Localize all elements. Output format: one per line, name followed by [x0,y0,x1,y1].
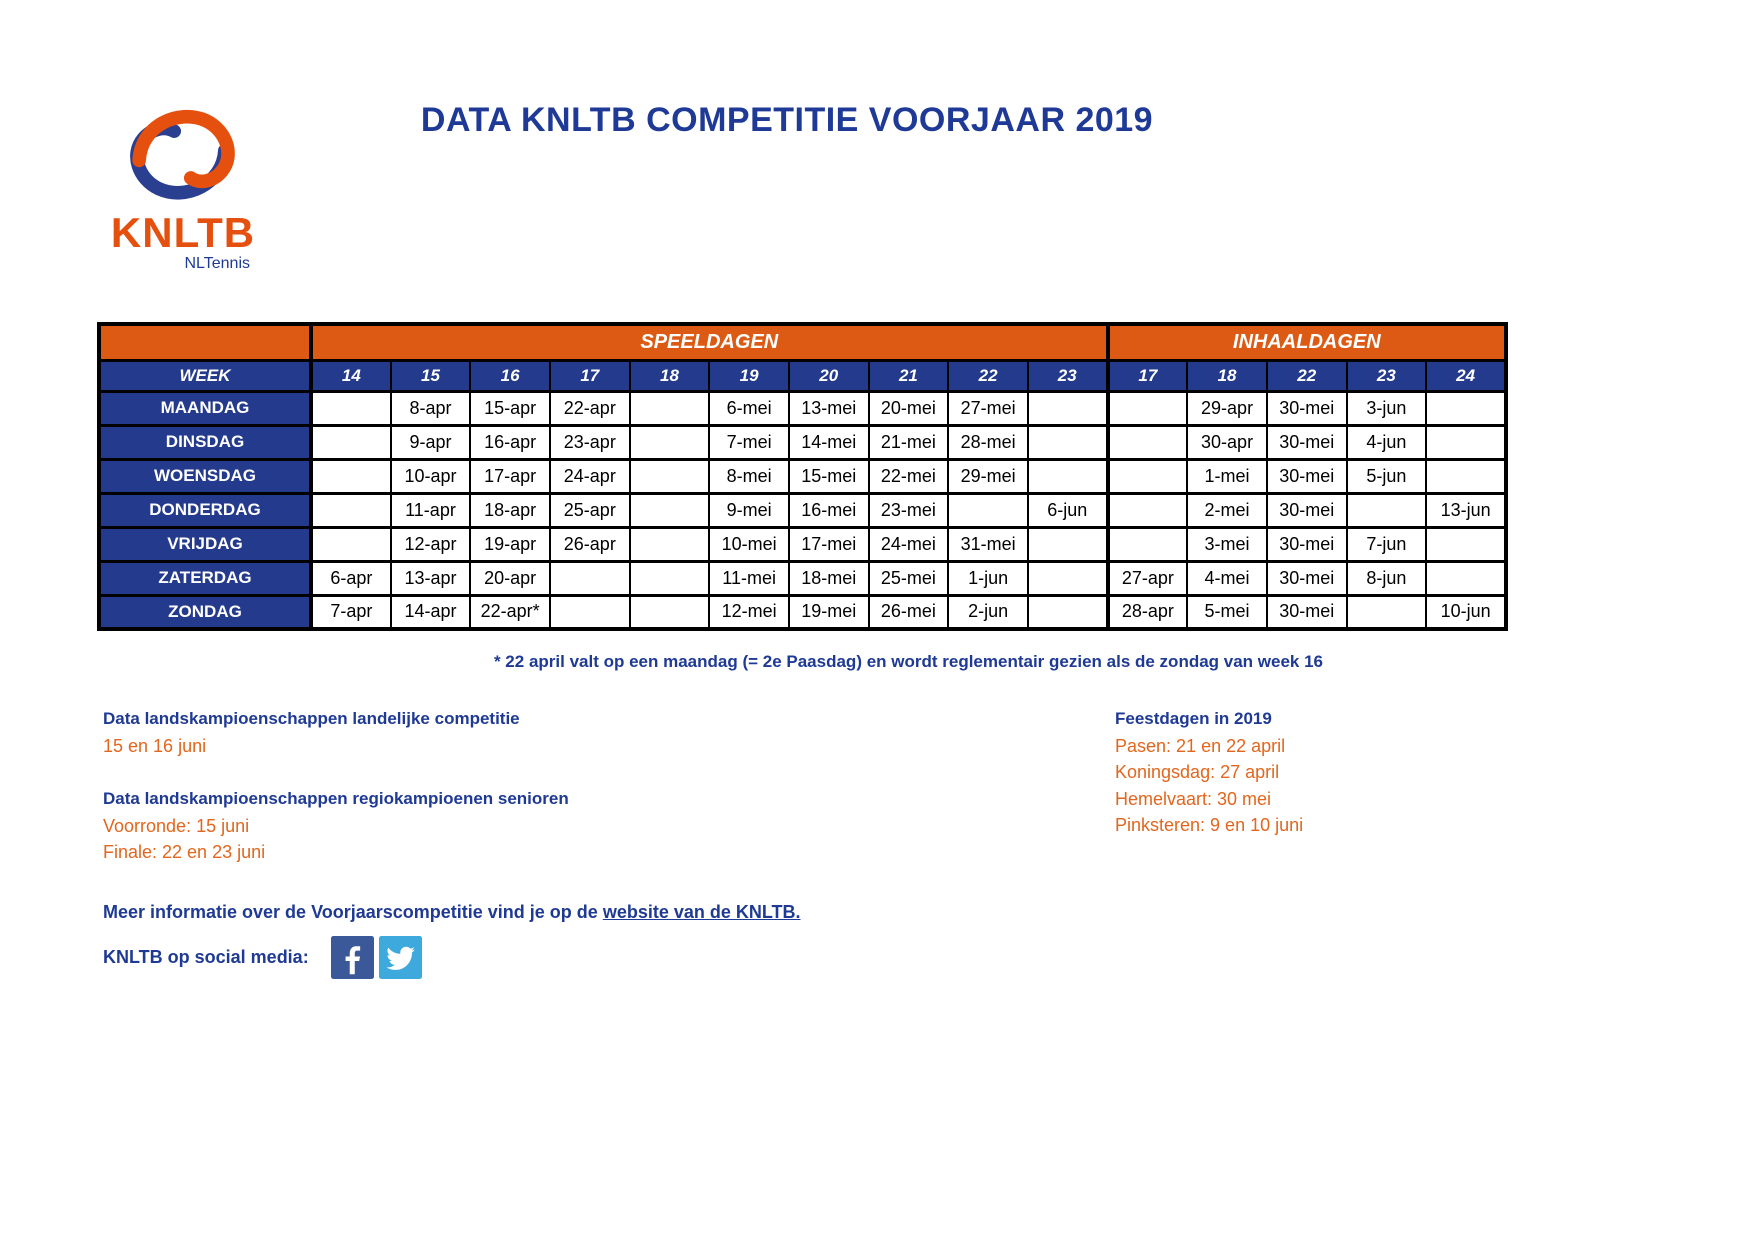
knltb-website-link[interactable]: website van de KNLTB. [602,902,801,922]
more-info-prefix: Meer informatie over de Voorjaarscompetitie vind je op de [103,902,603,922]
date-cell [1108,493,1188,527]
date-cell: 26-mei [869,595,949,629]
date-cell [1108,391,1188,425]
date-cell: 18-apr [470,493,550,527]
week-number: 21 [869,360,949,391]
date-cell: 14-apr [391,595,471,629]
page-title: DATA KNLTB COMPETITIE VOORJAAR 2019 [420,101,1154,139]
date-cell: 22-apr* [470,595,550,629]
date-cell: 13-apr [391,561,471,595]
date-cell [1426,527,1506,561]
week-number: 18 [1187,360,1267,391]
date-cell: 9-mei [709,493,789,527]
schedule-row [99,493,1506,527]
speeldagen-header: SPEELDAGEN [311,324,1108,360]
date-cell [1028,459,1108,493]
date-cell: 15-mei [789,459,869,493]
day-label: DINSDAG [99,425,311,459]
day-label: ZONDAG [99,595,311,629]
info-line: Koningsdag: 27 april [1115,762,1280,782]
championships-info [103,706,569,866]
info-heading: Data landskampioenschappen regiokampioenen senioren [103,789,569,808]
week-number: 23 [1347,360,1427,391]
date-cell: 30-mei [1267,391,1347,425]
week-number: 15 [391,360,471,391]
schedule-table [97,322,1508,631]
date-cell [630,459,710,493]
group-header-row [99,324,1506,360]
schedule-row [99,425,1506,459]
date-cell: 7-apr [311,595,391,629]
date-cell: 2-jun [948,595,1028,629]
day-label: DONDERDAG [99,493,311,527]
date-cell: 30-apr [1187,425,1267,459]
week-number: 23 [1028,360,1108,391]
info-line: Finale: 22 en 23 juni [103,842,266,862]
info-line: Voorronde: 15 juni [103,815,250,836]
schedule-row [99,527,1506,561]
date-cell: 19-apr [470,527,550,561]
date-cell [1108,459,1188,493]
week-number: 16 [470,360,550,391]
week-number: 17 [1108,360,1188,391]
date-cell: 3-jun [1347,391,1427,425]
date-cell: 22-apr [550,391,630,425]
week-header-row [99,360,1506,391]
date-cell: 4-jun [1347,425,1427,459]
week-number: 22 [948,360,1028,391]
date-cell [630,561,710,595]
date-cell: 30-mei [1267,425,1347,459]
date-cell [630,391,710,425]
date-cell: 27-apr [1108,561,1188,595]
date-cell: 5-mei [1187,595,1267,629]
date-cell: 23-mei [869,493,949,527]
date-cell [311,493,391,527]
schedule-row [99,595,1506,629]
date-cell [550,561,630,595]
week-number: 17 [550,360,630,391]
date-cell: 2-mei [1187,493,1267,527]
day-label: VRIJDAG [99,527,311,561]
date-cell [311,391,391,425]
date-cell: 25-mei [869,561,949,595]
date-cell: 12-mei [709,595,789,629]
date-cell: 7-jun [1347,527,1427,561]
week-number: 18 [630,360,710,391]
date-cell: 7-mei [709,425,789,459]
date-cell: 4-mei [1187,561,1267,595]
date-cell: 12-apr [391,527,471,561]
info-heading: Data landskampioenschappen landelijke competitie [103,709,520,728]
date-cell [1028,595,1108,629]
week-number: 22 [1267,360,1347,391]
date-cell: 30-mei [1267,493,1347,527]
date-cell: 16-apr [470,425,550,459]
date-cell [1108,425,1188,459]
week-number: 20 [789,360,869,391]
date-cell: 8-jun [1347,561,1427,595]
info-line: Pinksteren: 9 en 10 juni [1115,815,1304,835]
date-cell [630,493,710,527]
date-cell [630,595,710,629]
inhaaldagen-header: INHAALDAGEN [1108,324,1506,360]
date-cell: 30-mei [1267,527,1347,561]
date-cell: 3-mei [1187,527,1267,561]
date-cell: 19-mei [789,595,869,629]
date-cell: 27-mei [948,391,1028,425]
more-info-text [103,902,801,923]
date-cell [1426,391,1506,425]
date-cell: 10-jun [1426,595,1506,629]
date-cell [948,493,1028,527]
date-cell: 16-mei [789,493,869,527]
date-cell: 21-mei [869,425,949,459]
date-cell: 25-apr [550,493,630,527]
date-cell: 30-mei [1267,561,1347,595]
date-cell [1347,493,1427,527]
date-cell [1028,425,1108,459]
date-cell: 9-apr [391,425,471,459]
date-cell: 1-jun [948,561,1028,595]
date-cell: 28-mei [948,425,1028,459]
corner-cell [99,324,311,360]
social-media-row [103,936,422,979]
date-cell [311,527,391,561]
date-cell: 6-mei [709,391,789,425]
date-cell: 31-mei [948,527,1028,561]
info-line: 15 en 16 juni [103,735,207,756]
date-cell [1028,391,1108,425]
info-line: Pasen: 21 en 22 april [1115,735,1286,756]
date-cell: 10-mei [709,527,789,561]
info-heading: Feestdagen in 2019 [1115,709,1272,728]
date-cell: 13-mei [789,391,869,425]
date-cell: 13-jun [1426,493,1506,527]
date-cell [630,527,710,561]
date-cell [311,425,391,459]
day-label: MAANDAG [99,391,311,425]
date-cell: 30-mei [1267,459,1347,493]
date-cell [1108,527,1188,561]
date-cell: 29-apr [1187,391,1267,425]
date-cell: 30-mei [1267,595,1347,629]
date-cell [1028,561,1108,595]
date-cell: 24-apr [550,459,630,493]
facebook-icon[interactable] [331,936,374,979]
date-cell: 17-apr [470,459,550,493]
date-cell: 6-apr [311,561,391,595]
date-cell [1028,527,1108,561]
logo-sub-text: NLTennis [184,255,250,272]
week-number: 14 [311,360,391,391]
date-cell: 28-apr [1108,595,1188,629]
date-cell: 5-jun [1347,459,1427,493]
date-cell [1347,595,1427,629]
date-cell: 6-jun [1028,493,1108,527]
day-label: ZATERDAG [99,561,311,595]
date-cell: 20-apr [470,561,550,595]
table-footnote: * 22 april valt op een maandag (= 2e Paasdag) en wordt reglementair gezien als de zondag van week 16 [493,652,1324,671]
date-cell: 8-mei [709,459,789,493]
holidays-info [1115,706,1303,839]
date-cell: 11-mei [709,561,789,595]
date-cell [630,425,710,459]
date-cell: 14-mei [789,425,869,459]
date-cell: 23-apr [550,425,630,459]
date-cell: 22-mei [869,459,949,493]
date-cell: 18-mei [789,561,869,595]
schedule-row [99,561,1506,595]
date-cell: 24-mei [869,527,949,561]
date-cell: 11-apr [391,493,471,527]
date-cell: 17-mei [789,527,869,561]
date-cell: 8-apr [391,391,471,425]
week-label: WEEK [99,360,311,391]
schedule-row [99,391,1506,425]
date-cell: 20-mei [869,391,949,425]
date-cell [550,595,630,629]
date-cell: 29-mei [948,459,1028,493]
social-media-label: KNLTB op social media: [103,947,309,967]
week-number: 19 [709,360,789,391]
schedule-row [99,459,1506,493]
date-cell [311,459,391,493]
date-cell [1426,459,1506,493]
date-cell: 15-apr [470,391,550,425]
date-cell: 26-apr [550,527,630,561]
date-cell [1426,425,1506,459]
schedule-table-wrap [97,322,1508,631]
twitter-icon[interactable] [379,936,422,979]
date-cell: 1-mei [1187,459,1267,493]
info-line: Hemelvaart: 30 mei [1115,788,1272,809]
week-number: 24 [1426,360,1506,391]
date-cell [1426,561,1506,595]
day-label: WOENSDAG [99,459,311,493]
date-cell: 10-apr [391,459,471,493]
logo-brand-text: KNLTB [110,209,256,256]
